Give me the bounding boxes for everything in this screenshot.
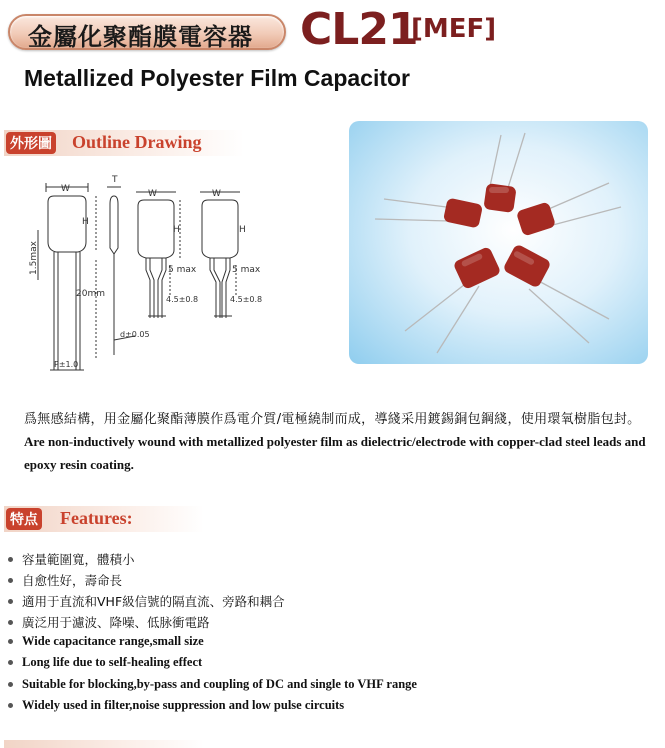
feature-text: 容量範圍寬，體積小 <box>22 552 135 567</box>
dim-length-max: 1.5max <box>29 241 39 275</box>
list-item <box>8 677 417 692</box>
dim-lead-length: 20mm <box>76 289 105 299</box>
bullet-icon <box>8 703 13 708</box>
dim-pitch-2: 4.5±0.8 <box>230 295 263 304</box>
dim-w-3: W <box>212 189 221 199</box>
feature-text: Long life due to self-healing effect <box>22 655 203 669</box>
outline-drawing <box>10 170 340 380</box>
title-english: Metallized Polyester Film Capacitor <box>24 65 411 91</box>
feature-text: Wide capacitance range,small size <box>22 634 204 648</box>
feature-text: 適用于直流和VHF級信號的隔直流、旁路和耦合 <box>22 594 285 609</box>
dim-diameter: d±0.05 <box>120 330 150 339</box>
bullet-icon <box>8 599 13 604</box>
capacitors-image <box>349 121 648 364</box>
description-chinese: 爲無感結構，用金屬化聚酯薄膜作爲電介質/電極繞制而成，導綫采用鍍錫銅包鋼綫，使用環氧樹脂包封。 <box>24 412 641 427</box>
product-photo <box>349 121 648 364</box>
list-item <box>8 698 344 713</box>
model-number: CL21 <box>300 4 418 55</box>
dim-5max-1: 5 max <box>168 265 197 275</box>
features-label: Features: <box>60 508 133 528</box>
description-english: Are non-inductively wound with metallized polyester film as dielectric/electrode with copper-clad steel leads and epoxy resin coating. <box>24 434 646 472</box>
dim-5max-2: 5 max <box>232 265 261 275</box>
bullet-icon <box>8 660 13 665</box>
list-item <box>8 592 285 610</box>
features-section-header <box>4 506 204 532</box>
bullet-icon <box>8 682 13 687</box>
next-section-header <box>4 740 204 748</box>
list-item <box>8 613 210 631</box>
list-item <box>8 571 122 589</box>
dim-pitch-1: 4.5±0.8 <box>166 295 199 304</box>
dim-w-1: W <box>61 184 70 194</box>
feature-text: 廣泛用于濾波、降噪、低脉衝電路 <box>22 615 210 630</box>
dim-t: T <box>112 175 118 185</box>
bullet-icon <box>8 557 13 562</box>
title-chinese: 金屬化聚酯膜電容器 <box>28 23 253 51</box>
bullet-icon <box>8 639 13 644</box>
list-item <box>8 634 204 649</box>
dim-h-2: H <box>173 225 180 235</box>
outline-section-header <box>4 130 244 156</box>
model-suffix: [MEF] <box>411 14 497 44</box>
dim-pitch-p: P±1.0 <box>54 360 79 369</box>
feature-text: Widely used in filter,noise suppression and low pulse circuits <box>22 698 345 712</box>
dim-h-1: H <box>82 217 89 227</box>
bullet-icon <box>8 620 13 625</box>
bullet-icon <box>8 578 13 583</box>
feature-text: Suitable for blocking,by-pass and coupling of DC and single to VHF range <box>22 677 417 691</box>
features-tag: 特点 <box>6 508 42 530</box>
outline-tag: 外形圖 <box>6 132 56 154</box>
dim-h-3: H <box>239 225 246 235</box>
list-item <box>8 550 135 568</box>
outline-label: Outline Drawing <box>72 132 202 152</box>
list-item <box>8 655 202 670</box>
dim-w-2: W <box>148 189 157 199</box>
feature-text: 自愈性好，壽命長 <box>22 573 123 588</box>
